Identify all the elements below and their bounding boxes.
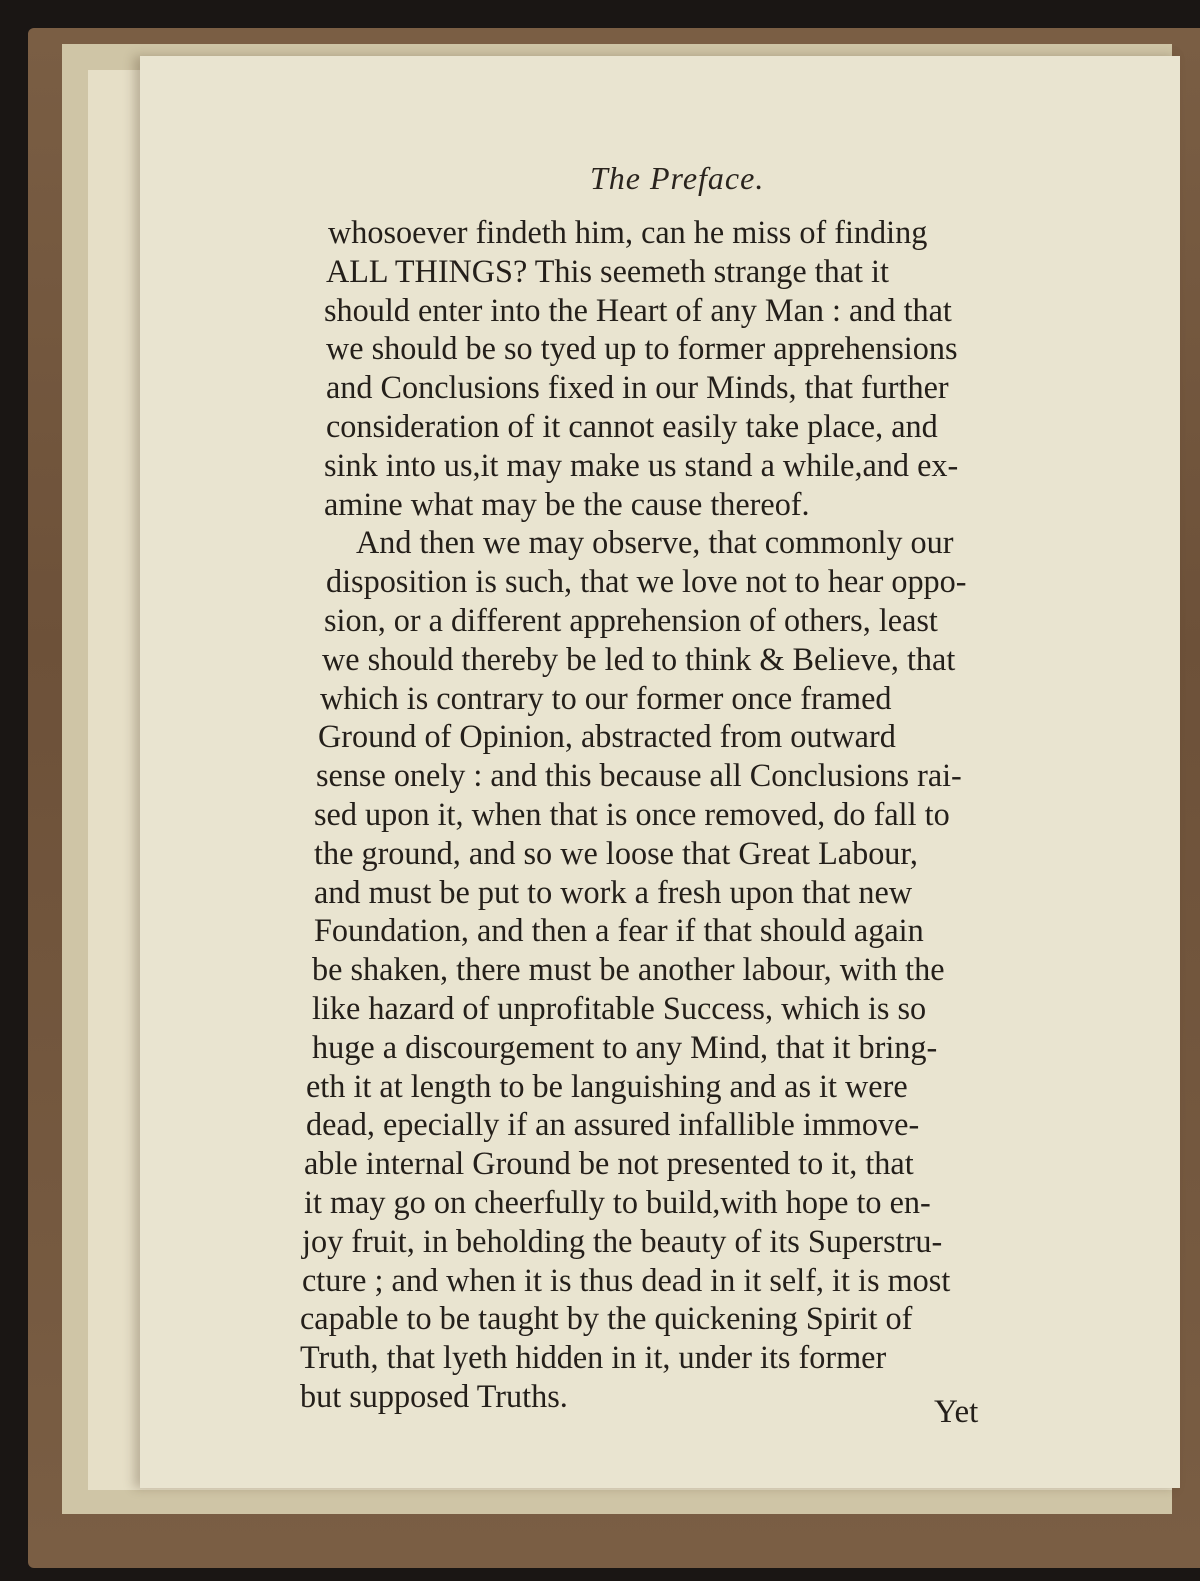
- text-line: be shaken, there must be another labour, with the: [312, 952, 945, 989]
- text-line: ALL THINGS? This seemeth strange that it: [326, 253, 889, 290]
- catchword: Yet: [934, 1394, 979, 1430]
- text-line: the ground, and so we loose that Great Labour,: [314, 835, 918, 872]
- text-line: cture ; and when it is thus dead in it self, it is most: [302, 1262, 951, 1299]
- text-line: which is contrary to our former once framed: [320, 680, 892, 717]
- preface-text: [300, 214, 1020, 1417]
- text-line: disposition is such, that we love not to hear oppo-: [326, 564, 967, 601]
- text-line: and must be put to work a fresh upon that new: [314, 874, 913, 911]
- text-line: sense onely : and this because all Conclusions rai-: [316, 758, 962, 795]
- text-line: able internal Ground be not presented to it, that: [304, 1146, 914, 1183]
- text-line: dead, epecially if an assured infallible immove-: [306, 1107, 920, 1144]
- text-line: it may go on cheerfully to build,with hope to en-: [304, 1184, 931, 1221]
- text-line: and Conclusions fixed in our Minds, that further: [326, 370, 949, 407]
- text-line: huge a discourgement to any Mind, that it bring-: [312, 1029, 938, 1066]
- text-line: capable to be taught by the quickening Spirit of: [300, 1301, 913, 1338]
- text-line: we should be so tyed up to former apprehensions: [326, 331, 958, 368]
- text-line: Foundation, and then a fear if that should again: [314, 913, 924, 950]
- running-head: The Preface.: [590, 160, 765, 196]
- text-line: eth it at length to be languishing and as it were: [306, 1068, 908, 1105]
- text-line: Ground of Opinion, abstracted from outward: [318, 719, 896, 756]
- text-line: amine what may be the cause thereof.: [324, 486, 810, 523]
- text-line: sed upon it, when that is once removed, do fall to: [314, 796, 950, 833]
- text-line: like hazard of unprofitable Success, which is so: [312, 990, 927, 1027]
- text-line: sink into us,it may make us stand a while,and ex-: [324, 447, 959, 484]
- text-line: consideration of it cannot easily take place, and: [326, 408, 938, 445]
- text-line: but supposed Truths.: [300, 1378, 568, 1415]
- text-line: Truth, that lyeth hidden in it, under its former: [300, 1340, 887, 1377]
- text-line: should enter into the Heart of any Man : and that: [324, 292, 952, 329]
- text-line: And then we may observe, that commonly our: [356, 525, 954, 562]
- text-line: joy fruit, in beholding the beauty of its Superstru-: [302, 1223, 943, 1260]
- text-line: sion, or a different apprehension of others, least: [324, 602, 938, 639]
- text-line: whosoever findeth him, can he miss of finding: [328, 215, 928, 251]
- text-line: we should thereby be led to think & Believe, that: [322, 641, 956, 678]
